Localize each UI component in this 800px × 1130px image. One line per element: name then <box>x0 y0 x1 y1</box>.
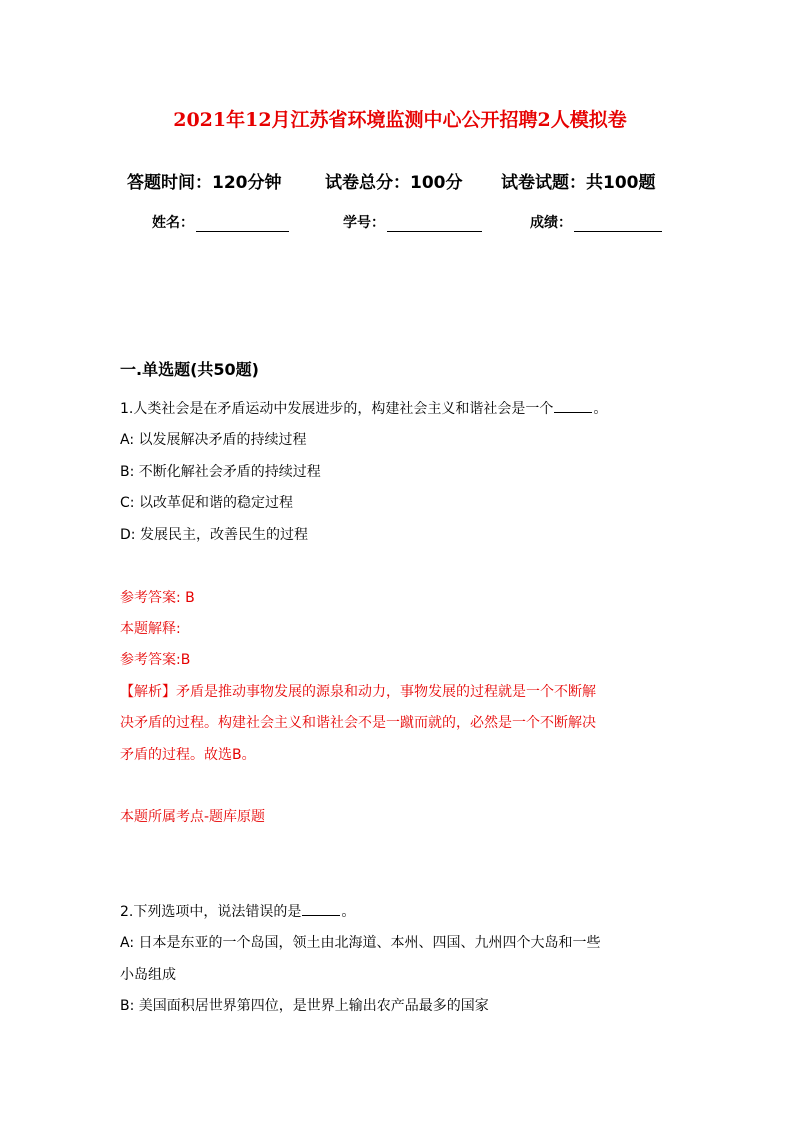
answer-blank <box>302 903 340 916</box>
student-id-line[interactable] <box>387 216 482 232</box>
student-id-field[interactable] <box>343 212 482 232</box>
name-field[interactable] <box>152 212 289 232</box>
question-2-stem <box>120 901 355 921</box>
question-2-stem-text: 2.下列选项中，说法错误的是 <box>120 904 302 920</box>
question-2-option-a-continued: 小岛组成 <box>120 967 176 983</box>
score-field[interactable] <box>530 212 662 232</box>
question-1-analysis-line-3: 矛盾的过程。故选B。 <box>120 747 256 763</box>
question-1-stem <box>120 398 607 418</box>
score-line[interactable] <box>574 216 662 232</box>
score-label: 成绩： <box>530 215 572 231</box>
question-1-topic: 本题所属考点-题库原题 <box>120 809 266 825</box>
exam-title: 2021年12月江苏省环境监测中心公开招聘2人模拟卷 <box>173 109 627 131</box>
name-line[interactable] <box>196 216 289 232</box>
question-1-analysis-line-1: 【解析】矛盾是推动事物发展的源泉和动力，事物发展的过程就是一个不断解 <box>120 684 596 700</box>
exam-total-score: 试卷总分：100分 <box>325 173 463 193</box>
question-1-option-a: A: 以发展解决矛盾的持续过程 <box>120 432 307 448</box>
question-1-option-d: D: 发展民主，改善民生的过程 <box>120 527 308 543</box>
exam-total-questions: 试卷试题：共100题 <box>501 173 656 193</box>
name-label: 姓名： <box>152 215 194 231</box>
question-1-explanation-label: 本题解释: <box>120 621 181 637</box>
exam-time: 答题时间：120分钟 <box>127 173 282 193</box>
question-1-answer: 参考答案: B <box>120 590 195 606</box>
question-1-analysis-line-2: 决矛盾的过程。构建社会主义和谐社会不是一蹴而就的，必然是一个不断解决 <box>120 715 596 731</box>
question-1-stem-end: 。 <box>593 401 608 417</box>
question-1-answer-repeat: 参考答案:B <box>120 652 191 668</box>
question-2-option-b: B: 美国面积居世界第四位，是世界上输出农产品最多的国家 <box>120 998 489 1014</box>
section-heading: 一.单选题(共50题) <box>120 360 259 379</box>
question-2-stem-end: 。 <box>341 904 356 920</box>
question-1-option-c: C: 以改革促和谐的稳定过程 <box>120 495 293 511</box>
question-2-option-a: A: 日本是东亚的一个岛国，领土由北海道、本州、四国、九州四个大岛和一些 <box>120 935 601 951</box>
answer-blank <box>554 400 592 413</box>
question-1-stem-text: 1.人类社会是在矛盾运动中发展进步的，构建社会主义和谐社会是一个 <box>120 401 554 417</box>
student-id-label: 学号： <box>343 215 385 231</box>
question-1-option-b: B: 不断化解社会矛盾的持续过程 <box>120 464 321 480</box>
